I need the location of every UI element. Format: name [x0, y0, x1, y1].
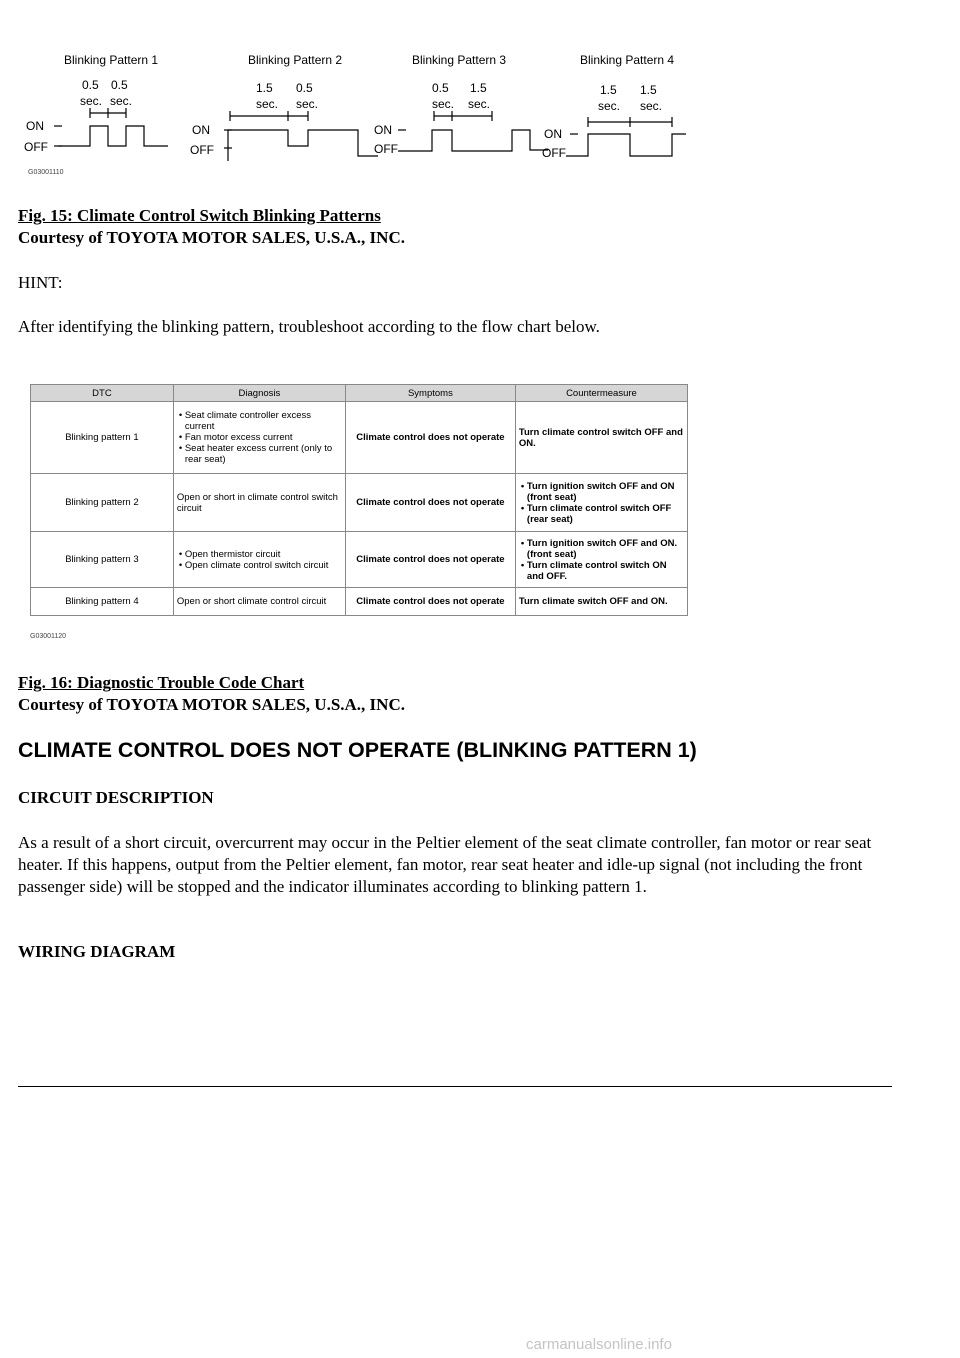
blinking-pattern-2: [190, 53, 378, 161]
table-header-row: [31, 385, 688, 402]
pattern-3-on-label: ON: [374, 123, 392, 137]
pattern-2-t1: 1.5: [256, 81, 273, 95]
dtc-chart-table: [30, 384, 688, 616]
header-dtc: DTC: [31, 385, 174, 402]
pattern-1-t2: 0.5: [111, 78, 128, 92]
pattern-2-title: Blinking Pattern 2: [248, 53, 343, 67]
pattern-3-t2: 1.5: [470, 81, 487, 95]
row-4-dtc: Blinking pattern 4: [31, 588, 174, 616]
table-row: [31, 402, 688, 474]
header-symptoms: Symptoms: [345, 385, 515, 402]
row-1-diagnosis-item: • Fan motor excess current: [177, 432, 342, 443]
row-1-countermeasure: Turn climate control switch OFF and ON.: [515, 402, 687, 474]
footer-divider: [18, 1086, 892, 1087]
row-3-diagnosis: [173, 532, 345, 588]
pattern-2-on-label: ON: [192, 123, 210, 137]
pattern-4-t1-unit: sec.: [598, 99, 621, 113]
row-1-symptom: Climate control does not operate: [345, 402, 515, 474]
pattern-3-t1-unit: sec.: [432, 97, 455, 111]
pattern-1-t2-unit: sec.: [110, 94, 133, 108]
fig15-image-code: G03001110: [28, 169, 64, 176]
table-row: [31, 532, 688, 588]
pattern-4-t1: 1.5: [600, 83, 617, 97]
fig16-image-code: G03001120: [30, 633, 67, 640]
pattern-2-t2-unit: sec.: [296, 97, 319, 111]
blinking-pattern-4: [542, 53, 686, 160]
pattern-3-t2-unit: sec.: [468, 97, 491, 111]
row-3-dtc: Blinking pattern 3: [31, 532, 174, 588]
row-3-countermeasure-item: • Turn ignition switch OFF and ON. (front seat): [519, 538, 684, 560]
circuit-description-text: As a result of a short circuit, overcurrent may occur in the Peltier element of the seat climate controller, fan motor or rear seat heater. If this happens, output from the Peltier element, fan motor, rear seat heater and idle-up signal (not including the front passenger side) will be stopped and the indicator illuminates according to blinking pattern 1.: [18, 833, 872, 896]
row-1-diagnosis-item: • Seat heater excess current (only to rear seat): [177, 443, 342, 465]
row-2-countermeasure-item: • Turn ignition switch OFF and ON (front seat): [519, 481, 684, 503]
row-1-diagnosis-item: • Seat climate controller excess current: [177, 410, 342, 432]
blinking-patterns-figure: [18, 46, 698, 180]
row-2-symptom: Climate control does not operate: [345, 474, 515, 532]
fig15-caption[interactable]: Fig. 15: Climate Control Switch Blinking Patterns: [18, 206, 381, 225]
pattern-1-t1-unit: sec.: [80, 94, 103, 108]
wiring-diagram-title: WIRING DIAGRAM: [18, 942, 176, 961]
row-3-diagnosis-item: • Open thermistor circuit: [177, 549, 342, 560]
pattern-4-on-label: ON: [544, 127, 562, 141]
pattern-1-on-label: ON: [26, 119, 44, 133]
pattern-3-off-label: OFF: [374, 142, 398, 156]
row-3-diagnosis-item: • Open climate control switch circuit: [177, 560, 342, 571]
table-row: [31, 588, 688, 616]
pattern-4-title: Blinking Pattern 4: [580, 53, 675, 67]
blinking-pattern-1: [24, 53, 168, 154]
fig15-courtesy: Courtesy of TOYOTA MOTOR SALES, U.S.A., INC.: [18, 228, 405, 247]
row-2-countermeasure: [515, 474, 687, 532]
pattern-1-t1: 0.5: [82, 78, 99, 92]
row-2-countermeasure-item: • Turn climate control switch OFF (rear seat): [519, 503, 684, 525]
row-2-dtc: Blinking pattern 2: [31, 474, 174, 532]
pattern-4-off-label: OFF: [542, 146, 566, 160]
pattern-2-t2: 0.5: [296, 81, 313, 95]
blinking-pattern-3: [374, 53, 548, 156]
header-countermeasure: Countermeasure: [515, 385, 687, 402]
row-4-diagnosis: Open or short climate control circuit: [173, 588, 345, 616]
row-1-diagnosis: [173, 402, 345, 474]
fig16-caption[interactable]: Fig. 16: Diagnostic Trouble Code Chart: [18, 673, 305, 692]
header-diagnosis: Diagnosis: [173, 385, 345, 402]
pattern-1-off-label: OFF: [24, 140, 48, 154]
circuit-description-title: CIRCUIT DESCRIPTION: [18, 788, 214, 807]
pattern-4-t2-unit: sec.: [640, 99, 663, 113]
row-2-diagnosis: Open or short in climate control switch circuit: [173, 474, 345, 532]
hint-label: HINT:: [18, 273, 63, 292]
pattern-3-title: Blinking Pattern 3: [412, 53, 507, 67]
row-1-dtc: Blinking pattern 1: [31, 402, 174, 474]
table-row: [31, 474, 688, 532]
row-3-countermeasure-item: • Turn climate control switch ON and OFF.: [519, 560, 684, 582]
row-4-symptom: Climate control does not operate: [345, 588, 515, 616]
hint-text: After identifying the blinking pattern, troubleshoot according to the flow chart below.: [18, 317, 600, 336]
fig16-courtesy: Courtesy of TOYOTA MOTOR SALES, U.S.A., INC.: [18, 695, 405, 714]
pattern-2-off-label: OFF: [190, 143, 214, 157]
pattern-2-t1-unit: sec.: [256, 97, 279, 111]
row-4-countermeasure: Turn climate switch OFF and ON.: [515, 588, 687, 616]
row-3-countermeasure: [515, 532, 687, 588]
watermark: carmanualsonline.info: [526, 1336, 672, 1353]
pattern-1-title: Blinking Pattern 1: [64, 53, 159, 67]
row-3-symptom: Climate control does not operate: [345, 532, 515, 588]
section-heading: CLIMATE CONTROL DOES NOT OPERATE (BLINKING PATTERN 1): [18, 738, 697, 762]
pattern-3-t1: 0.5: [432, 81, 449, 95]
pattern-4-t2: 1.5: [640, 83, 657, 97]
